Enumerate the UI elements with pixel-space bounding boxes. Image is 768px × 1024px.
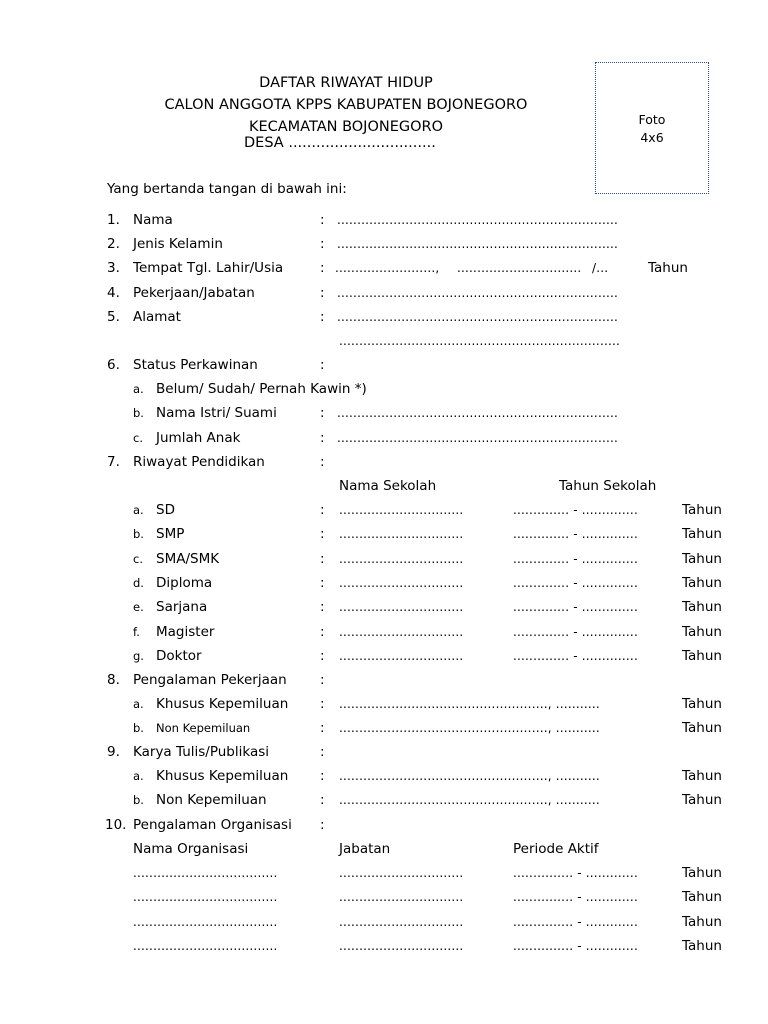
fill-line-nama-organisasi[interactable]: .................................... [133, 939, 278, 953]
colon: : [320, 212, 325, 228]
field-label-pasangan: Nama Istri/ Suami [156, 405, 277, 421]
field-label-pengalaman-pekerjaan: Pengalaman Pekerjaan [133, 672, 287, 688]
fill-line-periode[interactable]: ............... - ............. [513, 915, 638, 929]
tahun-label: Tahun [682, 768, 722, 784]
tahun-label: Tahun [682, 624, 722, 640]
colon: : [320, 768, 325, 784]
field-label-pekerjaan: Pekerjaan/Jabatan [133, 285, 255, 301]
fill-line-kerja-non-kepemiluan[interactable]: ...................................................., ........... [339, 721, 600, 735]
school-level: Doktor [156, 648, 202, 664]
tahun-label: Tahun [682, 914, 722, 930]
field-label-alamat: Alamat [133, 309, 181, 325]
tahun-label: Tahun [682, 648, 722, 664]
tahun-label: Tahun [648, 260, 688, 276]
colon: : [320, 430, 325, 446]
school-level: Magister [156, 624, 215, 640]
fill-line-jabatan[interactable]: ............................... [339, 890, 464, 904]
colon: : [320, 526, 325, 542]
fill-line-jumlah-anak[interactable]: ...................................................................... [337, 431, 619, 445]
colon: : [320, 575, 325, 591]
school-level: SMA/SMK [156, 551, 220, 567]
field-number: 5. [107, 309, 120, 325]
sub-letter: a. [133, 769, 144, 783]
sub-letter: b. [133, 793, 144, 807]
field-number: 9. [107, 744, 120, 760]
tahun-label: Tahun [682, 551, 722, 567]
fill-line-jabatan[interactable]: ............................... [339, 915, 464, 929]
sub-letter: b. [133, 406, 144, 420]
fill-line-jabatan[interactable]: ............................... [339, 939, 464, 953]
field-label-karya-kepemiluan: Khusus Kepemiluan [156, 768, 289, 784]
fill-line-periode[interactable]: ............... - ............. [513, 939, 638, 953]
colon: : [320, 599, 325, 615]
title-line-2: CALON ANGGOTA KPPS KABUPATEN BOJONEGORO [164, 97, 528, 113]
colon: : [320, 454, 325, 470]
fill-line-nama-organisasi[interactable]: .................................... [133, 915, 278, 929]
title-line-1: DAFTAR RIWAYAT HIDUP [259, 75, 433, 91]
field-label-kerja-non-kepemiluan: Non Kepemiluan [156, 721, 251, 735]
fill-line-tempat[interactable]: ........................., [335, 261, 440, 275]
tahun-label: Tahun [682, 696, 722, 712]
field-number: 7. [107, 454, 120, 470]
school-level: Diploma [156, 575, 213, 591]
colon: : [320, 260, 325, 276]
fill-line-nama-sekolah[interactable]: ............................... [339, 576, 464, 590]
column-header-jabatan: Jabatan [339, 841, 391, 857]
tahun-label: Tahun [682, 865, 722, 881]
colon: : [320, 696, 325, 712]
fill-line-tahun-sekolah[interactable]: .............. - .............. [513, 625, 638, 639]
fill-line-tahun-sekolah[interactable]: .............. - .............. [513, 600, 638, 614]
field-number: 1. [107, 212, 120, 228]
tahun-label: Tahun [682, 575, 722, 591]
fill-line-nama-sekolah[interactable]: ............................... [339, 625, 464, 639]
fill-line-tahun-sekolah[interactable]: .............. - .............. [513, 503, 638, 517]
fill-line-tahun-sekolah[interactable]: .............. - .............. [513, 527, 638, 541]
field-label-kerja-kepemiluan: Khusus Kepemiluan [156, 696, 289, 712]
fill-line-tanggal[interactable]: ............................... [457, 261, 582, 275]
fill-line-nama-sekolah[interactable]: ............................... [339, 503, 464, 517]
sub-letter: f. [133, 625, 140, 639]
field-number: 6. [107, 357, 120, 373]
fill-line-periode[interactable]: ............... - ............. [513, 866, 638, 880]
field-number: 3. [107, 260, 120, 276]
colon: : [320, 309, 325, 325]
colon: : [320, 357, 325, 373]
field-label-pendidikan: Riwayat Pendidikan [133, 454, 265, 470]
sub-letter: b. [133, 721, 144, 735]
colon: : [320, 720, 325, 736]
tahun-label: Tahun [682, 792, 722, 808]
fill-line-periode[interactable]: ............... - ............. [513, 890, 638, 904]
field-label-jenis-kelamin: Jenis Kelamin [133, 236, 223, 252]
fill-line-alamat-1[interactable]: ...................................................................... [337, 310, 619, 324]
sub-letter: a. [133, 382, 144, 396]
colon: : [320, 624, 325, 640]
school-level: SD [156, 502, 175, 518]
sub-letter: b. [133, 527, 144, 541]
colon: : [320, 285, 325, 301]
fill-line-nama-sekolah[interactable]: ............................... [339, 527, 464, 541]
tahun-label: Tahun [682, 938, 722, 954]
fill-line-nama[interactable]: ...................................................................... [337, 213, 619, 227]
sub-letter: d. [133, 576, 144, 590]
tahun-label: Tahun [682, 889, 722, 905]
field-number: 8. [107, 672, 120, 688]
column-header-nama-sekolah: Nama Sekolah [339, 478, 437, 494]
colon: : [320, 405, 325, 421]
colon: : [320, 648, 325, 664]
title-line-4: DESA ................................ [244, 135, 436, 151]
field-label-nama: Nama [133, 212, 173, 228]
title-line-3: KECAMATAN BOJONEGORO [248, 119, 444, 135]
field-label-status: Status Perkawinan [133, 357, 258, 373]
sub-letter: e. [133, 600, 144, 614]
colon: : [320, 792, 325, 808]
field-label-karya-tulis: Karya Tulis/Publikasi [133, 744, 269, 760]
school-level: SMP [156, 526, 185, 542]
colon: : [320, 817, 325, 833]
sub-letter: c. [133, 431, 143, 445]
field-number: 10. [105, 817, 127, 833]
fill-line-karya-kepemiluan[interactable]: ...................................................., ........... [339, 769, 600, 783]
sub-letter: a. [133, 697, 144, 711]
field-number: 4. [107, 285, 120, 301]
tahun-label: Tahun [682, 720, 722, 736]
sub-letter: a. [133, 503, 144, 517]
field-number: 2. [107, 236, 120, 252]
colon: : [320, 236, 325, 252]
fill-line-nama-organisasi[interactable]: .................................... [133, 866, 278, 880]
tahun-label: Tahun [682, 526, 722, 542]
photo-placeholder [595, 62, 709, 194]
fill-line-karya-non-kepemiluan[interactable]: ...................................................., ........... [339, 793, 600, 807]
colon: : [320, 502, 325, 518]
tahun-label: Tahun [682, 502, 722, 518]
fill-line-pekerjaan[interactable]: ...................................................................... [337, 286, 619, 300]
fill-line-nama-sekolah[interactable]: ............................... [339, 600, 464, 614]
status-kawin-options: Belum/ Sudah/ Pernah Kawin *) [156, 381, 367, 397]
fill-line-nama-organisasi[interactable]: .................................... [133, 890, 278, 904]
field-label-karya-non-kepemiluan: Non Kepemiluan [156, 792, 267, 808]
school-level: Sarjana [156, 599, 208, 615]
fill-line-pasangan[interactable]: ...................................................................... [337, 406, 619, 420]
photo-label: Foto [638, 112, 666, 127]
fill-line-tahun-sekolah[interactable]: .............. - .............. [513, 576, 638, 590]
colon: : [320, 744, 325, 760]
column-header-tahun-sekolah: Tahun Sekolah [559, 478, 657, 494]
fill-line-jenis-kelamin[interactable]: ...................................................................... [337, 237, 619, 251]
fill-line-nama-sekolah[interactable]: ............................... [339, 552, 464, 566]
fill-line-jabatan[interactable]: ............................... [339, 866, 464, 880]
tahun-label: Tahun [682, 599, 722, 615]
fill-line-nama-sekolah[interactable]: ............................... [339, 649, 464, 663]
field-label-ttl: Tempat Tgl. Lahir/Usia [133, 260, 284, 276]
sub-letter: c. [133, 552, 143, 566]
intro-text: Yang bertanda tangan di bawah ini: [107, 181, 347, 197]
sub-letter: g. [133, 649, 144, 663]
field-label-jumlah-anak: Jumlah Anak [156, 430, 241, 446]
colon: : [320, 672, 325, 688]
fill-line-tahun-sekolah[interactable]: .............. - .............. [513, 552, 638, 566]
column-header-periode-aktif: Periode Aktif [513, 841, 599, 857]
fill-line-usia[interactable]: /... [592, 261, 609, 275]
colon: : [320, 551, 325, 567]
column-header-nama-organisasi: Nama Organisasi [133, 841, 249, 857]
fill-line-alamat-2[interactable]: ...................................................................... [339, 334, 621, 348]
fill-line-tahun-sekolah[interactable]: .............. - .............. [513, 649, 638, 663]
fill-line-kerja-kepemiluan[interactable]: ...................................................., ........... [339, 697, 600, 711]
field-label-organisasi: Pengalaman Organisasi [133, 817, 292, 833]
photo-size: 4x6 [640, 130, 664, 145]
